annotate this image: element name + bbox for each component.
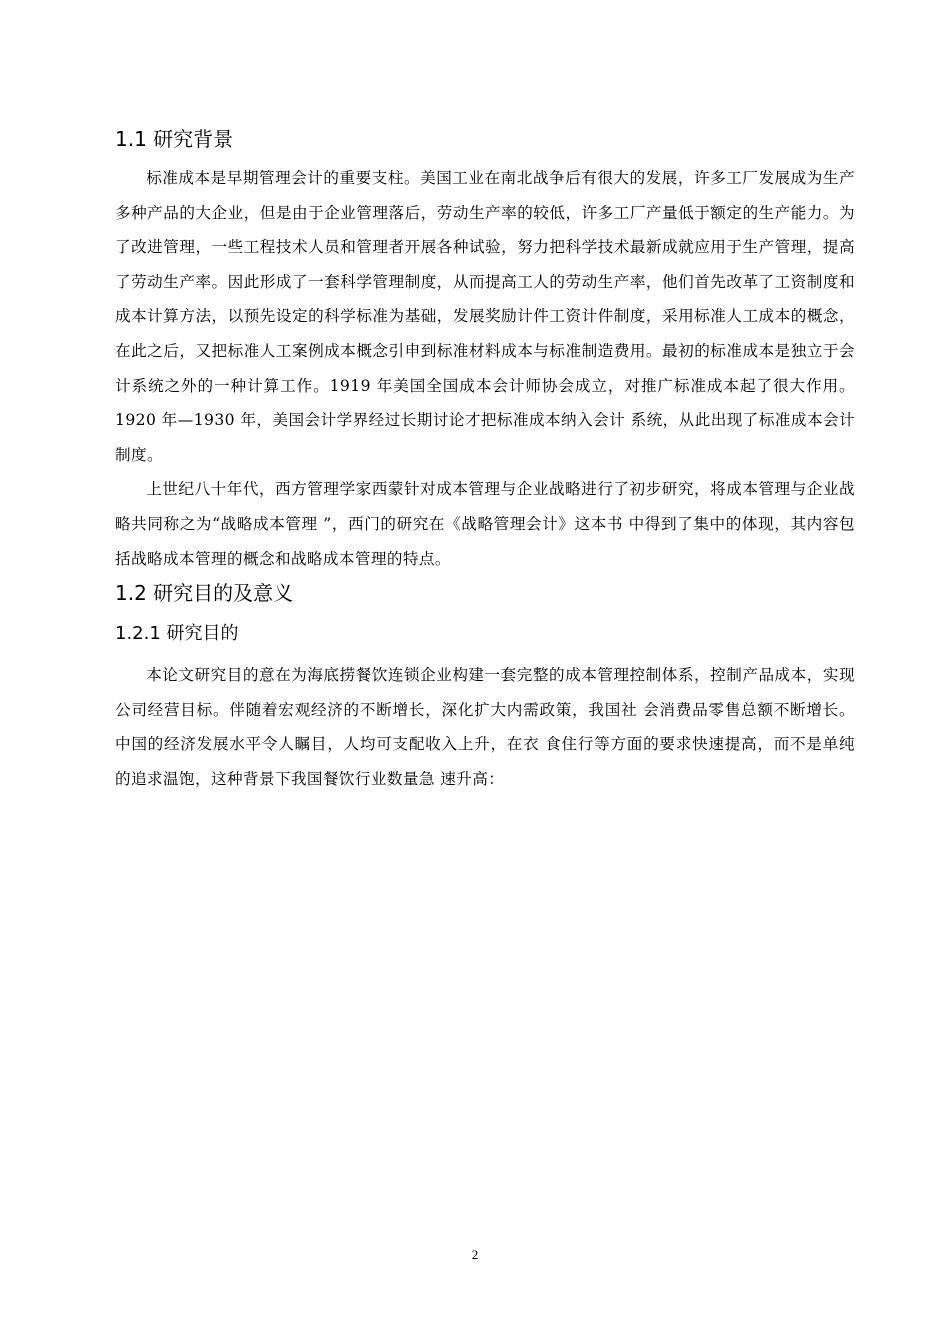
paragraph-background-1: 标准成本是早期管理会计的重要支柱。美国工业在南北战争后有很大的发展，许多工厂发展成为生产多种产品的大企业，但是由于企业管理落后，劳动生产率的较低，许多工厂产量低于额定的生产能力。为了改进管理，一些工程技术人员和管理者开展各种试验，努力把科学技术最新成就应用于生产管理，提高了劳动生产率。因此形成了一套科学管理制度，从而提高工人的劳动生产率，他们首先改革了工资制度和成本计算方法，以预先设定的科学标准为基础，发展奖励计件工资计件制度，采用标准人工成本的概念，在此之后，又把标准人工案例成本概念引申到标准材料成本与标准制造费用。最初的标准成本是独立于会计系统之外的一种计算工作。1919 年美国全国成本会计师协会成立，对推广标准成本起了很大作用。1920 年—1930 年，美国会计学界经过长期讨论才把标准成本纳入会计 系统，从此出现了标准成本会计制度。 (115, 169, 855, 464)
page-body (115, 118, 855, 797)
section-heading-1-2: 1.2 研究目的及意义 (115, 581, 294, 606)
page-number: 2 (471, 1247, 479, 1262)
subsection-heading-1-2-1: 1.2.1 研究目的 (115, 623, 239, 645)
section-heading-1-1: 1.1 研究背景 (115, 127, 234, 151)
paragraph-background-2: 上世纪八十年代，西方管理学家西蒙针对成本管理与企业战略进行了初步研究，将成本管理与企业战略共同称之为“战略成本管理 ”，西门的研究在《战略管理会计》这本书 中得到了集中的体现，其内容包括战略成本管理的概念和战略成本管理的特点。 (115, 480, 855, 568)
paragraph-purpose-1: 本论文研究目的意在为海底捞餐饮连锁企业构建一套完整的成本管理控制体系，控制产品成本，实现公司经营目标。伴随着宏观经济的不断增长，深化扩大内需政策，我国社 会消费品零售总额不断增长。中国的经济发展水平令人瞩目，人均可支配收入上升，在衣 食住行等方面的要求快速提高，而不是单纯的追求温饱，这种背景下我国餐饮行业数量急 速升高： (115, 666, 855, 788)
